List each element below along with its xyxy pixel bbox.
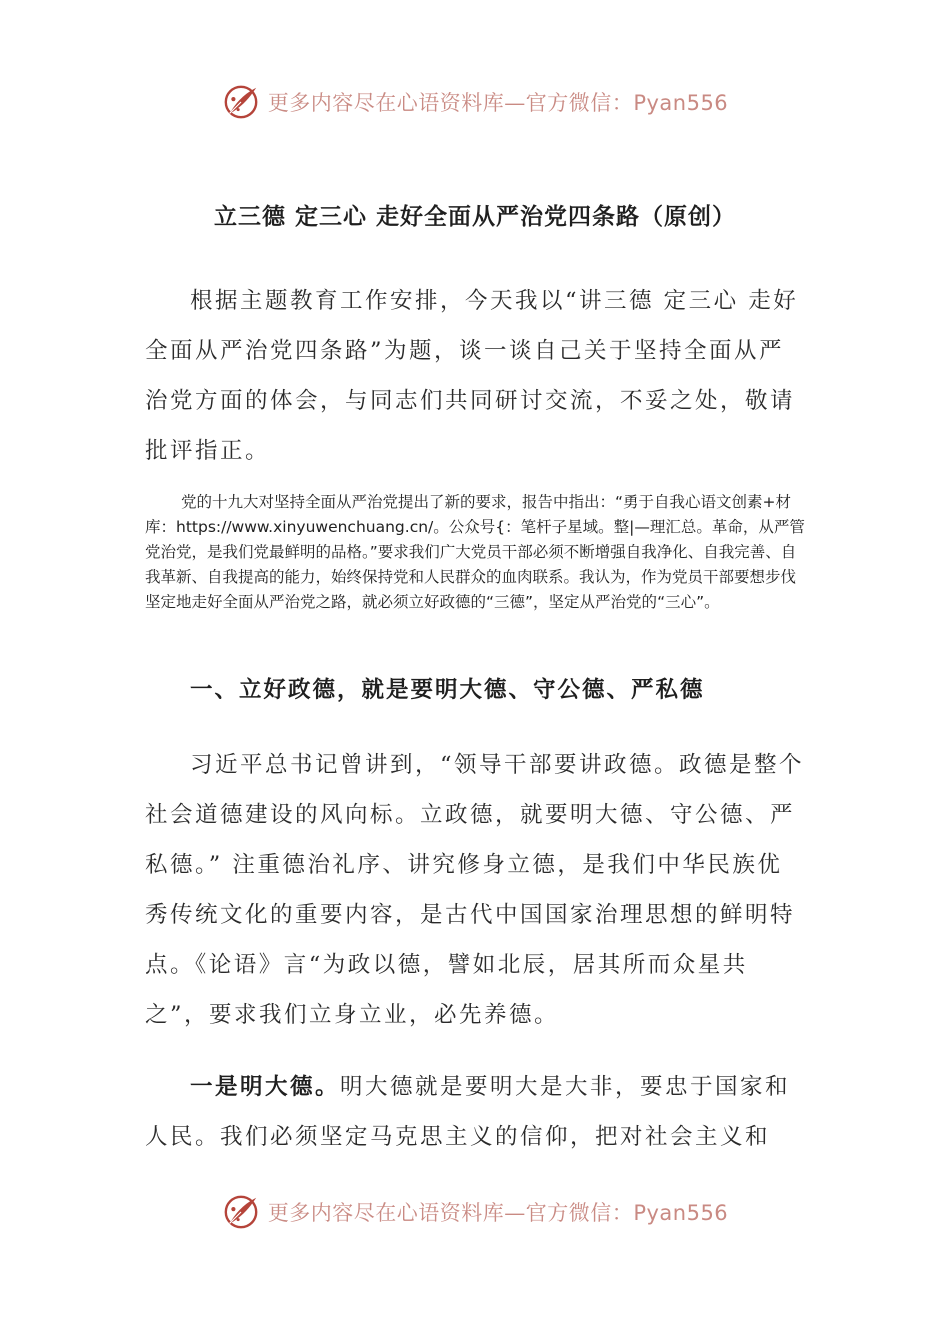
watermark-banner-bottom [0, 1190, 950, 1234]
document-title: 立三德 定三心 走好全面从严治党四条路（原创） [213, 204, 736, 230]
body-paragraph-2 [145, 1062, 805, 1162]
paragraph-2-text: 明大德就是要明大是大非，要忠于国家和人民。我们必须坚定马克思主义的信仰，把对社会主义和 [145, 1074, 791, 1150]
watermark-banner-top [0, 80, 950, 124]
watermark-wechat-id: Pyan556 [633, 91, 729, 115]
watermark-wechat-id: Pyan556 [633, 1201, 729, 1225]
watermark-text: 更多内容尽在心语资料库—官方微信：Pyan556 [267, 1201, 729, 1225]
quill-logo-icon [222, 1193, 260, 1231]
intro-paragraph: 根据主题教育工作安排，今天我以“讲三德 定三心 走好全面从严治党四条路”为题，谈一谈自己关于坚持全面从严治党方面的体会，与同志们共同研讨交流，不妥之处，敬请批评指正。 [145, 288, 799, 464]
quill-logo-icon [222, 83, 260, 121]
paragraph-lead-bold: 一是明大德。 [190, 1074, 341, 1100]
small-print-paragraph: 党的十九大对坚持全面从严治党提出了新的要求，报告中指出：“勇于自我心语文创素+材库：https://www.xinyuwenchuang.cn/。公众号{：笔杆子星域。整|—理汇总。革命，从严管党治党，是我们党最鲜明的品格。”要求我们广大党员干部必须不断增强自我净化、自我完善、自我革新、自我提高的能力，始终保持党和人民群众的血肉联系。我认为，作为党员干部要想步伐坚定地走好全面从严治党之路，就必须立好政德的“三德”，坚定从严治党的“三心”。 [145, 493, 805, 611]
watermark-text: 更多内容尽在心语资料库—官方微信：Pyan556 [267, 91, 729, 115]
body-paragraph-1: 习近平总书记曾讲到，“领导干部要讲政德。政德是整个社会道德建设的风向标。立政德，就要明大德、守公德、严私德。” 注重德治礼序、讲究修身立德，是我们中华民族优秀传统文化的重要内容，是古代中国国家治理思想的鲜明特点。《论语》言“为政以德，譬如北辰，居其所而众星共之”，要求我们立身立业，必先养德。 [145, 752, 805, 1028]
section-heading-1: 一、立好政德，就是要明大德、守公德、严私德 [190, 677, 705, 703]
